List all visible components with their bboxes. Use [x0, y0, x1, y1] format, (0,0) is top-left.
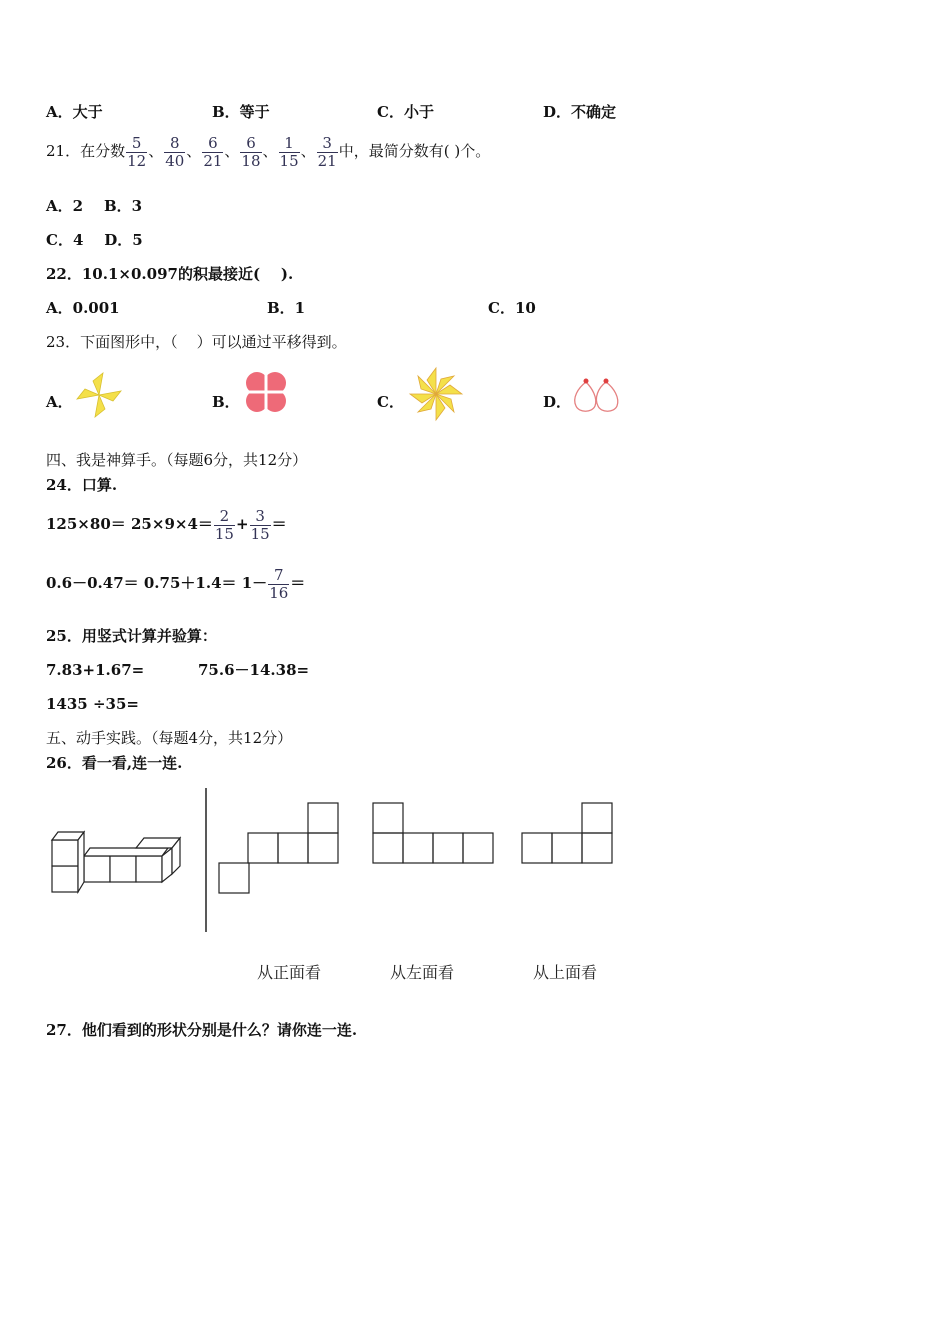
view-grid-3 — [521, 802, 615, 864]
equals-sign: ＝ — [271, 515, 287, 533]
plus-sign: + — [235, 515, 249, 533]
q21-options-row2: C．4 D．5 — [46, 231, 143, 249]
q22-option-c: C．10 — [488, 299, 536, 317]
q20-option-a: A．大于 — [46, 103, 103, 121]
separator: 、 — [262, 142, 278, 160]
q24-row1 — [46, 504, 287, 544]
flower-image — [240, 368, 292, 418]
q23-stem: 23．下面图形中，（ ）可以通过平移得到。 — [46, 333, 347, 351]
fraction: $\frac{1}{15}$ — [279, 133, 299, 170]
q22-option-a: A．0.001 — [46, 299, 120, 317]
q24-item-6: 1－ — [241, 574, 268, 592]
separator: 、 — [186, 142, 202, 160]
equals-sign: ＝ — [290, 574, 306, 592]
vertical-divider — [204, 788, 208, 932]
fraction: $\frac{3}{21}$ — [317, 133, 337, 170]
q24-item-2: 25×9×4＝ — [131, 515, 213, 533]
q20-option-b: B．等于 — [212, 103, 270, 121]
q21-options-row1: A．2 B．3 — [46, 197, 143, 215]
q23-option-a: A． — [46, 393, 73, 411]
section-4-title: 四、我是神算手。（每题6分，共12分） — [46, 451, 308, 469]
q21-prefix: 21．在分数 — [46, 142, 126, 160]
caption-left-view: 从左面看 — [390, 963, 455, 982]
pinwheel-image — [72, 370, 126, 420]
q25-stem: 25．用竖式计算并验算： — [46, 627, 217, 645]
q27-stem: 27．他们看到的形状分别是什么？请你连一连. — [46, 1021, 358, 1039]
cube-stack-figure — [48, 826, 188, 898]
fraction: $\frac{6}{18}$ — [241, 133, 261, 170]
q23-option-c: C． — [377, 393, 404, 411]
star-pinwheel-image — [408, 366, 464, 422]
q23-option-d: D． — [543, 393, 572, 411]
separator: 、 — [300, 142, 316, 160]
q20-option-c: C．小于 — [377, 103, 434, 121]
q24-stem: 24．口算. — [46, 476, 118, 494]
q22-option-b: B．1 — [267, 299, 306, 317]
q25-problem-1: 7.83+1.67= — [46, 661, 145, 679]
chicks-image — [570, 376, 624, 416]
view-grid-1 — [218, 802, 340, 894]
q25-problem-3: 1435 ÷35= — [46, 695, 139, 713]
q25-problem-2: 75.6－14.38= — [198, 661, 310, 679]
fraction: $\frac{5}{12}$ — [127, 133, 147, 170]
fraction: $\frac{2}{15}$ — [214, 506, 234, 543]
separator: 、 — [148, 142, 164, 160]
caption-top-view: 从上面看 — [533, 963, 598, 982]
fraction: $\frac{6}{21}$ — [203, 133, 223, 170]
q23-option-b: B． — [212, 393, 240, 411]
section-5-title: 五、动手实践。（每题4分，共12分） — [46, 729, 293, 747]
q24-item-5: 0.75＋1.4＝ — [143, 574, 237, 592]
q24-row2 — [46, 563, 305, 603]
view-grid-2 — [372, 802, 496, 864]
fraction: $\frac{7}{16}$ — [269, 565, 289, 602]
q24-item-4: 0.6－0.47＝ — [46, 574, 139, 592]
q26-stem: 26．看一看,连一连. — [46, 754, 183, 772]
fraction: $\frac{3}{15}$ — [250, 506, 270, 543]
separator: 、 — [224, 142, 240, 160]
fraction: $\frac{8}{40}$ — [165, 133, 185, 170]
q21-stem — [46, 132, 490, 170]
q21-suffix: 中，最简分数有( )个。 — [338, 142, 491, 160]
q20-option-d: D．不确定 — [543, 103, 617, 121]
caption-front-view: 从正面看 — [257, 963, 322, 982]
q22-stem: 22．10.1×0.097的积最接近( ). — [46, 265, 294, 283]
q24-item-1: 125×80＝ — [46, 515, 126, 533]
